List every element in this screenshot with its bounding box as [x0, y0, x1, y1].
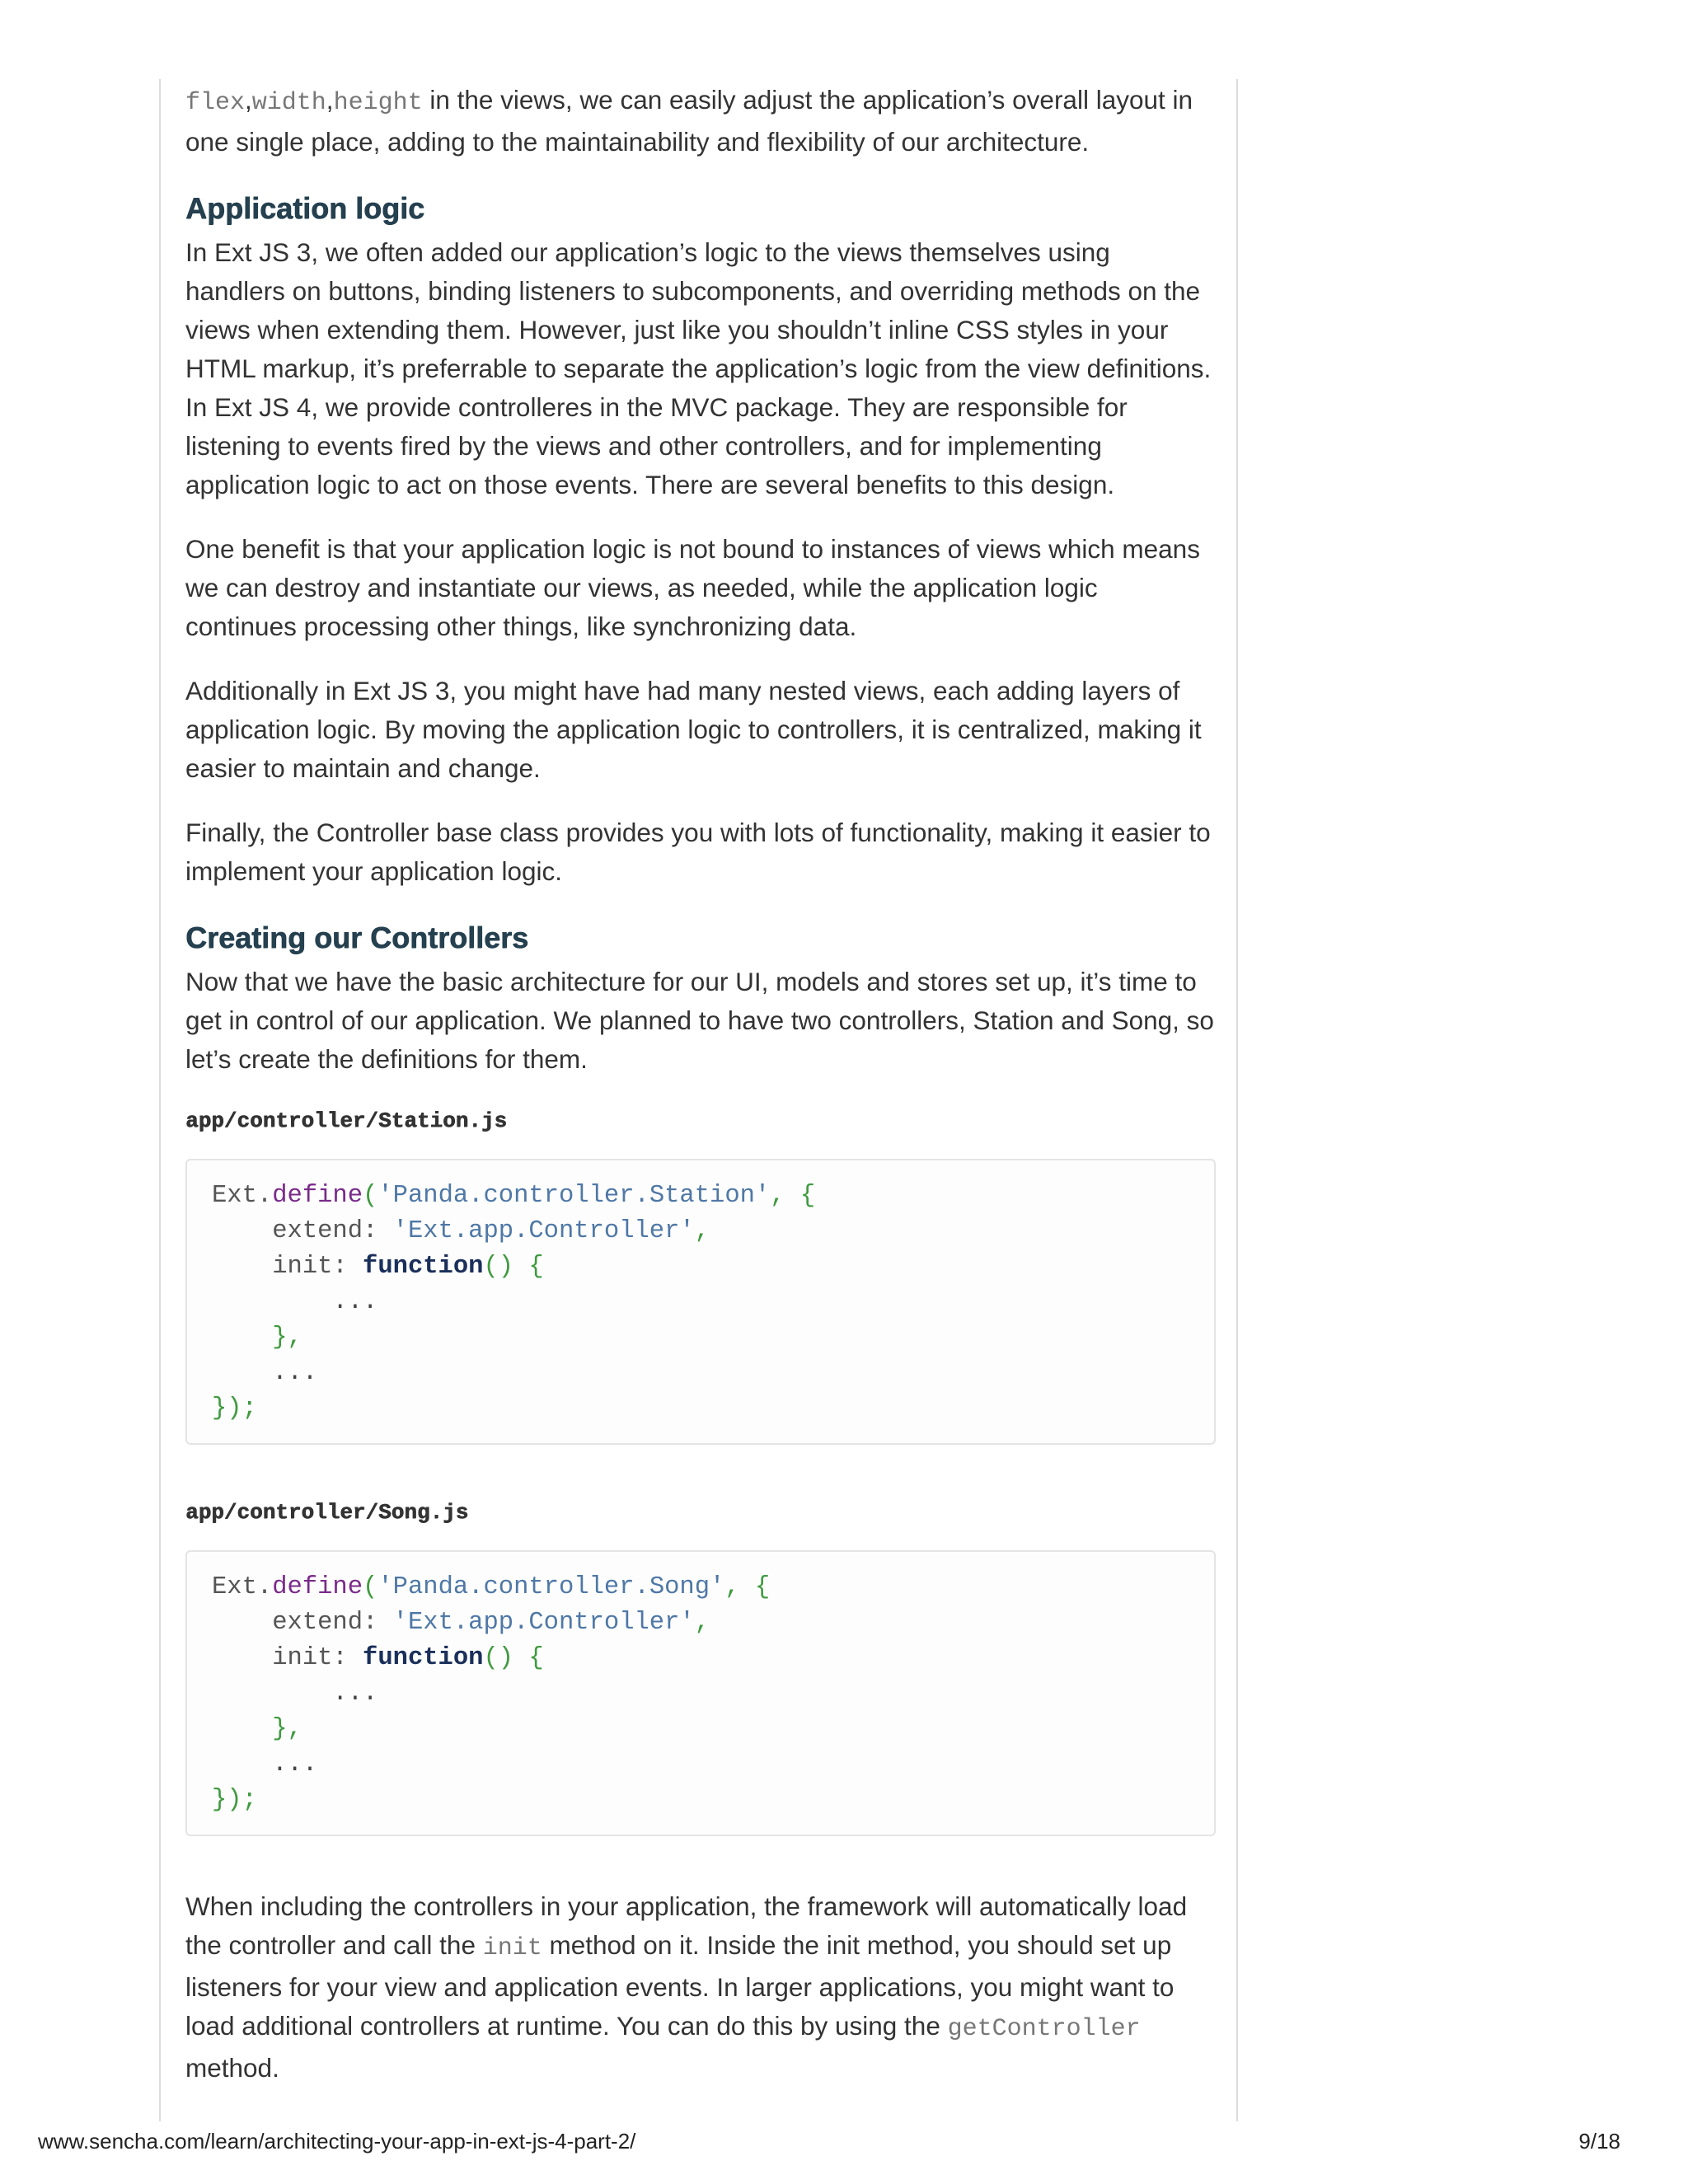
footer-url: www.sencha.com/learn/architecting-your-app-in-ext-js-4-part-2/: [38, 2129, 636, 2154]
heading-application-logic: Application logic: [185, 191, 425, 225]
footer-page-number: 9/18: [1578, 2129, 1620, 2154]
controllers-paragraph: Now that we have the basic architecture for our UI, models and stores set up, it’s time to get in control of our application. We planned to have two controllers, Station and Song, so let’s create the definitions for them.: [185, 967, 1214, 1074]
inline-code-getcontroller: getController: [947, 2015, 1141, 2043]
inline-code-init: init: [482, 1934, 542, 1962]
logic-paragraph-3: Additionally in Ext JS 3, you might have had many nested views, each adding layers of application logic. By moving the application logic to controllers, it is centralized, making it easier to maintain and change.: [185, 676, 1202, 783]
inline-code-height: height: [333, 89, 423, 117]
filename-station: app/controller/Station.js: [185, 1108, 508, 1133]
code-block-station: Ext.define('Panda.controller.Station', { extend: 'Ext.app.Controller', init: function() { ... }, ... });: [185, 1159, 1216, 1445]
filename-song: app/controller/Song.js: [185, 1500, 469, 1525]
code-block-song: Ext.define('Panda.controller.Song', { extend: 'Ext.app.Controller', init: function() { ... }, ... });: [185, 1550, 1216, 1836]
inline-code-width: width: [251, 89, 326, 117]
logic-paragraph-1: In Ext JS 3, we often added our application’s logic to the views themselves using handlers on buttons, binding listeners to subcomponents, and overriding methods on the views when extending them. However, just like you shouldn’t inline CSS styles in your HTML markup, it’s preferrable to separate the application’s logic from the view definitions. In Ext JS 4, we provide controlleres in the MVC package. They are responsible for listening to events fired by the views and other controllers, and for implementing application logic to act on those events. There are several benefits to this design.: [185, 237, 1212, 499]
closing-paragraph: When including the controllers in your application, the framework will automatically load the controller and call the init method on it. Inside the init method, you should set up listeners for your view and application events. In larger applications, you might want to load additional controllers at runtime. You can do this by using the getController method.: [185, 1891, 1188, 2083]
heading-creating-controllers: Creating our Controllers: [185, 921, 529, 954]
right-margin-rule: [1236, 79, 1238, 2121]
logic-paragraph-2: One benefit is that your application logic is not bound to instances of views which means we can destroy and instantiate our views, as needed, while the application logic continues processing other things, like synchronizing data.: [185, 534, 1200, 641]
intro-paragraph: flex,width,height in the views, we can easily adjust the application’s overall layout in one single place, adding to the maintainability and flexibility of our architecture.: [185, 85, 1193, 157]
logic-paragraph-4: Finally, the Controller base class provides you with lots of functionality, making it easier to implement your application logic.: [185, 818, 1211, 886]
inline-code-flex: flex: [185, 89, 246, 117]
article-content: [185, 81, 1216, 2113]
left-margin-rule: [159, 79, 161, 2121]
